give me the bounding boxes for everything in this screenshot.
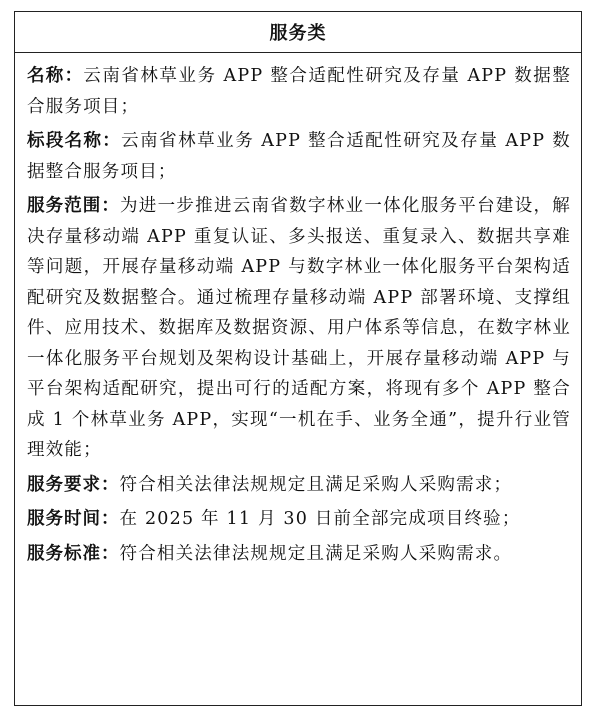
row-text: 符合相关法律法规规定且满足采购人采购需求； <box>119 474 513 495</box>
row-text: 云南省林草业务 APP 整合适配性研究及存量 APP 数据整合服务项目； <box>27 131 571 182</box>
row-service-scope <box>27 191 571 466</box>
row-service-requirements <box>27 470 571 501</box>
row-label: 名称： <box>27 66 84 86</box>
row-text: 在 2025 年 11 月 30 日前全部完成项目终验； <box>119 509 521 529</box>
row-name <box>27 61 571 122</box>
row-text: 云南省林草业务 APP 整合适配性研究及存量 APP 数据整合服务项目； <box>27 66 572 117</box>
row-label: 标段名称： <box>27 131 122 151</box>
row-service-time <box>27 504 571 535</box>
row-service-standard <box>27 539 571 570</box>
row-label: 服务要求： <box>27 474 120 495</box>
table-header: 服务类 <box>15 12 581 53</box>
row-label: 服务范围： <box>27 196 120 216</box>
row-label: 服务时间： <box>27 509 120 529</box>
row-lot-name <box>27 126 571 187</box>
service-table <box>14 11 582 706</box>
row-text: 符合相关法律法规规定且满足采购人采购需求。 <box>119 543 513 564</box>
table-body <box>15 53 581 569</box>
row-text: 为进一步推进云南省数字林业一体化服务平台建设，解决存量移动端 APP 重复认证、多头报送、重复录入、数据共享难等问题，开展存量移动端 APP 与数字林业一体化服务平台架构适配研究及数据整合。通过梳理存量移动端 APP 部署环境、支撑组件、应用技术、数据库及数据资源、用户体系等信息，在数字林业一体化服务平台规划及架构设计基础上，开展存量移动端 APP 与平台架构适配研究，提出可行的适配方案，将现有多个 APP 整合成 1 个林草业务 APP，实现“一机在手、业务全通”，提升行业管理效能； <box>27 196 571 460</box>
row-label: 服务标准： <box>27 543 120 564</box>
